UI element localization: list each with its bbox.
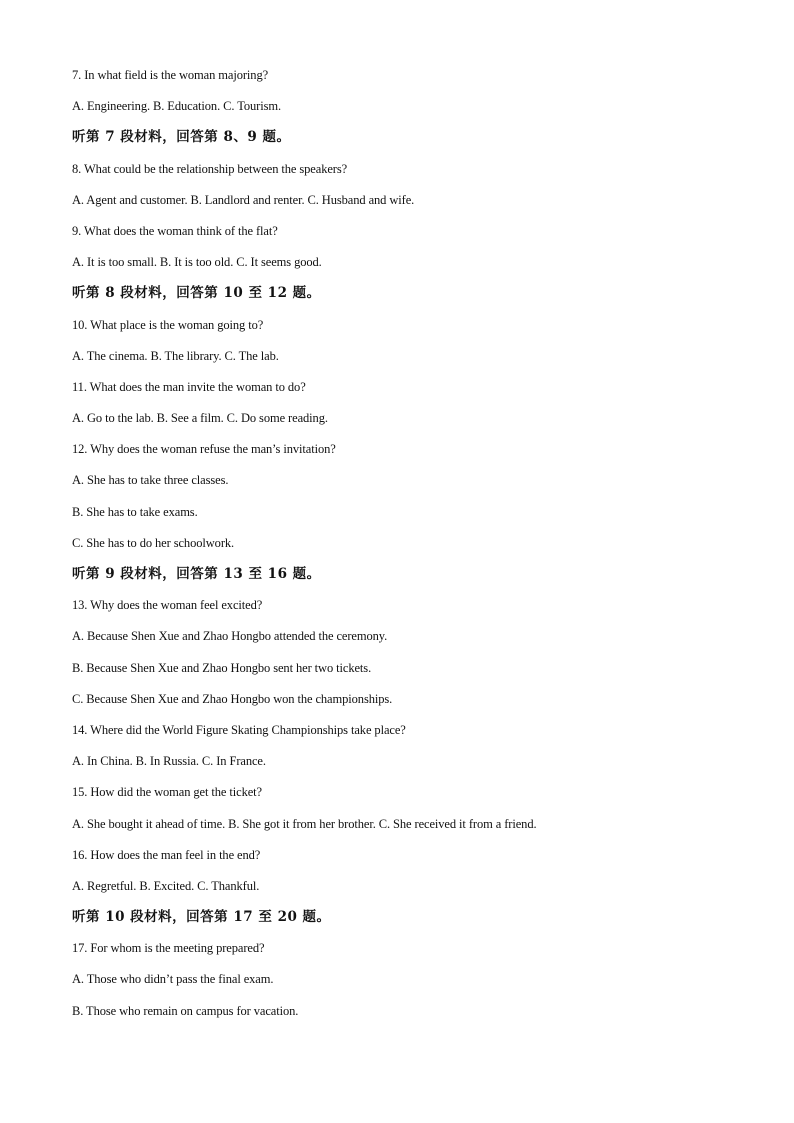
section-heading: 听第 7 段材料，回答第 8、9 题。 [72, 129, 291, 146]
question-text: 13. Why does the woman feel excited? [72, 598, 263, 613]
answer-options: A. Go to the lab. B. See a film. C. Do some reading. [72, 411, 328, 426]
answer-options: A. Because Shen Xue and Zhao Hongbo attended the ceremony. [72, 629, 388, 644]
answer-options: A. Those who didn’t pass the final exam. [72, 972, 274, 987]
question-text: 8. What could be the relationship between the speakers? [72, 161, 348, 176]
question-text: 7. In what field is the woman majoring? [72, 68, 269, 82]
answer-options: B. Because Shen Xue and Zhao Hongbo sent her two tickets. [72, 660, 372, 675]
answer-options: C. She has to do her schoolwork. [72, 535, 235, 550]
answer-options: A. It is too small. B. It is too old. C. It seems good. [72, 255, 322, 270]
question-text: 15. How did the woman get the ticket? [72, 785, 263, 800]
question-text: 11. What does the man invite the woman to do? [72, 379, 306, 394]
question-text: 17. For whom is the meeting prepared? [72, 941, 265, 956]
section-heading: 听第 10 段材料，回答第 17 至 20 题。 [72, 909, 331, 926]
section-heading: 听第 9 段材料，回答第 13 至 16 题。 [72, 566, 321, 582]
question-text: 9. What does the woman think of the flat? [72, 223, 278, 238]
document-page [72, 64, 722, 1031]
question-text: 10. What place is the woman going to? [72, 317, 264, 332]
answer-options: B. She has to take exams. [72, 504, 198, 519]
section-heading: 听第 8 段材料，回答第 10 至 12 题。 [72, 285, 321, 302]
answer-options: A. She bought it ahead of time. B. She got it from her brother. C. She received it from a friend. [72, 816, 537, 831]
answer-options: A. Agent and customer. B. Landlord and renter. C. Husband and wife. [72, 192, 415, 207]
answer-options: A. Regretful. B. Excited. C. Thankful. [72, 878, 260, 893]
answer-options: C. Because Shen Xue and Zhao Hongbo won the championships. [72, 691, 393, 706]
answer-options: A. In China. B. In Russia. C. In France. [72, 754, 266, 769]
question-text: 12. Why does the woman refuse the man’s invitation? [72, 442, 336, 457]
answer-options: B. Those who remain on campus for vacation. [72, 1003, 299, 1018]
answer-options: A. The cinema. B. The library. C. The lab. [72, 348, 279, 363]
answer-options: A. Engineering. B. Education. C. Tourism. [72, 99, 282, 114]
answer-options: A. She has to take three classes. [72, 473, 229, 488]
question-text: 16. How does the man feel in the end? [72, 847, 261, 862]
question-text: 14. Where did the World Figure Skating Championships take place? [72, 722, 406, 737]
